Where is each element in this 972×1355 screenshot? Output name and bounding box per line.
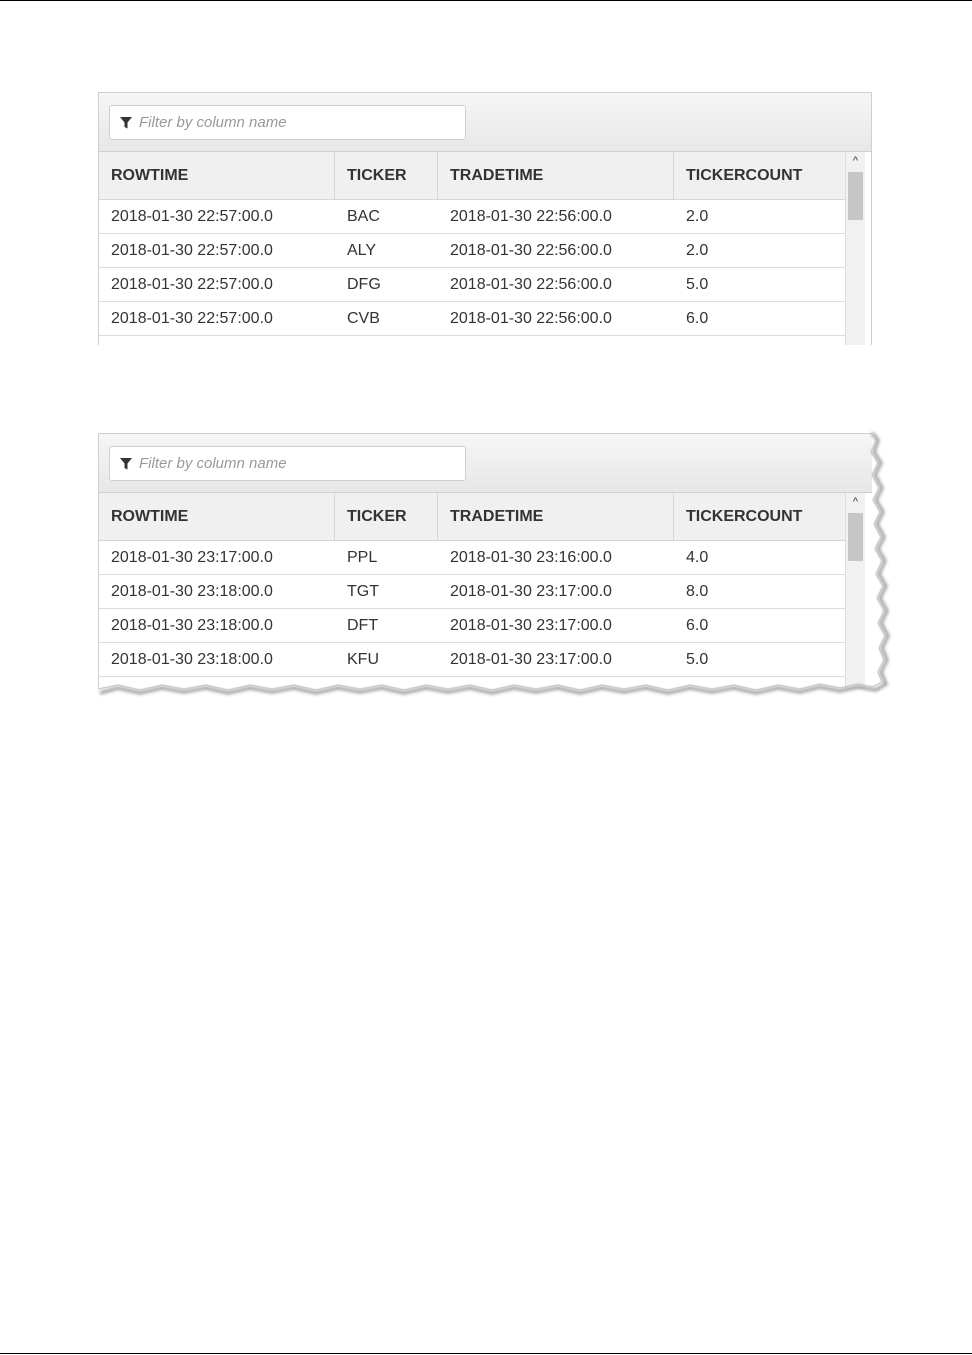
vertical-scrollbar[interactable] [845, 152, 865, 345]
cell-ticker: TGT [347, 582, 379, 600]
cell-tickercount: 8.0 [686, 582, 709, 600]
results-panel-2 [98, 433, 872, 689]
filter-box[interactable] [109, 105, 466, 140]
column-header-rowtime[interactable]: ROWTIME [99, 493, 335, 540]
column-header-tickercount[interactable]: TICKERCOUNT [686, 507, 803, 525]
page-top-rule [0, 0, 972, 1]
column-header-tradetime[interactable]: TRADETIME [438, 493, 674, 540]
page-bottom-rule [0, 1353, 972, 1354]
results-grid [99, 152, 845, 336]
cell-ticker: DFT [347, 616, 379, 634]
vertical-scrollbar[interactable] [845, 493, 865, 689]
results-panel-1 [98, 92, 872, 345]
filter-box[interactable] [109, 446, 466, 481]
scroll-thumb[interactable] [848, 513, 863, 561]
cell-rowtime: 2018-01-30 23:18:00.0 [111, 616, 273, 634]
cell-tickercount: 2.0 [686, 207, 709, 225]
cell-tickercount: 6.0 [686, 309, 709, 327]
cell-tickercount: 2.0 [686, 241, 709, 259]
column-header-tradetime[interactable]: TRADETIME [438, 152, 674, 199]
cell-tickercount: 6.0 [686, 616, 709, 634]
table-row[interactable] [99, 302, 845, 336]
cell-rowtime: 2018-01-30 22:57:00.0 [111, 275, 273, 293]
table-row[interactable] [99, 234, 845, 268]
cell-ticker: BAC [347, 207, 380, 225]
column-header-rowtime[interactable]: ROWTIME [99, 152, 335, 199]
chevron-up-icon[interactable]: ^ [852, 496, 859, 508]
filter-toolbar [99, 433, 872, 493]
chevron-up-icon[interactable]: ^ [852, 155, 859, 167]
table-row[interactable] [99, 268, 845, 302]
cell-tradetime: 2018-01-30 23:17:00.0 [450, 616, 612, 634]
filter-input[interactable] [139, 455, 439, 472]
cell-rowtime: 2018-01-30 23:17:00.0 [111, 548, 273, 566]
table-row[interactable] [99, 575, 845, 609]
cell-rowtime: 2018-01-30 23:18:00.0 [111, 582, 273, 600]
column-header-tickercount[interactable]: TICKERCOUNT [686, 166, 803, 184]
cell-tradetime: 2018-01-30 22:56:00.0 [450, 275, 612, 293]
cell-ticker: ALY [347, 241, 377, 259]
cell-tradetime: 2018-01-30 22:56:00.0 [450, 241, 612, 259]
cell-ticker: CVB [347, 309, 380, 327]
scroll-thumb[interactable] [848, 172, 863, 220]
grid-header [99, 152, 845, 200]
cell-ticker: PPL [347, 548, 378, 566]
results-grid [99, 493, 845, 677]
cell-rowtime: 2018-01-30 22:57:00.0 [111, 241, 273, 259]
column-header-ticker[interactable]: TICKER [335, 152, 438, 199]
filter-funnel-icon [119, 116, 133, 130]
column-header-ticker[interactable]: TICKER [335, 493, 438, 540]
cell-tradetime: 2018-01-30 22:56:00.0 [450, 207, 612, 225]
cell-tradetime: 2018-01-30 22:56:00.0 [450, 309, 612, 327]
cell-ticker: DFG [347, 275, 381, 293]
filter-toolbar [99, 92, 871, 152]
cell-tradetime: 2018-01-30 23:17:00.0 [450, 582, 612, 600]
table-row[interactable] [99, 609, 845, 643]
filter-funnel-icon [119, 457, 133, 471]
table-row[interactable] [99, 643, 845, 677]
cell-tradetime: 2018-01-30 23:17:00.0 [450, 650, 612, 668]
cell-ticker: KFU [347, 650, 379, 668]
table-row[interactable] [99, 200, 845, 234]
cell-rowtime: 2018-01-30 22:57:00.0 [111, 309, 273, 327]
cell-tradetime: 2018-01-30 23:16:00.0 [450, 548, 612, 566]
table-row[interactable] [99, 541, 845, 575]
cell-rowtime: 2018-01-30 23:18:00.0 [111, 650, 273, 668]
grid-header [99, 493, 845, 541]
cell-tickercount: 5.0 [686, 650, 709, 668]
cell-tickercount: 5.0 [686, 275, 709, 293]
cell-rowtime: 2018-01-30 22:57:00.0 [111, 207, 273, 225]
filter-input[interactable] [139, 114, 439, 131]
cell-tickercount: 4.0 [686, 548, 709, 566]
